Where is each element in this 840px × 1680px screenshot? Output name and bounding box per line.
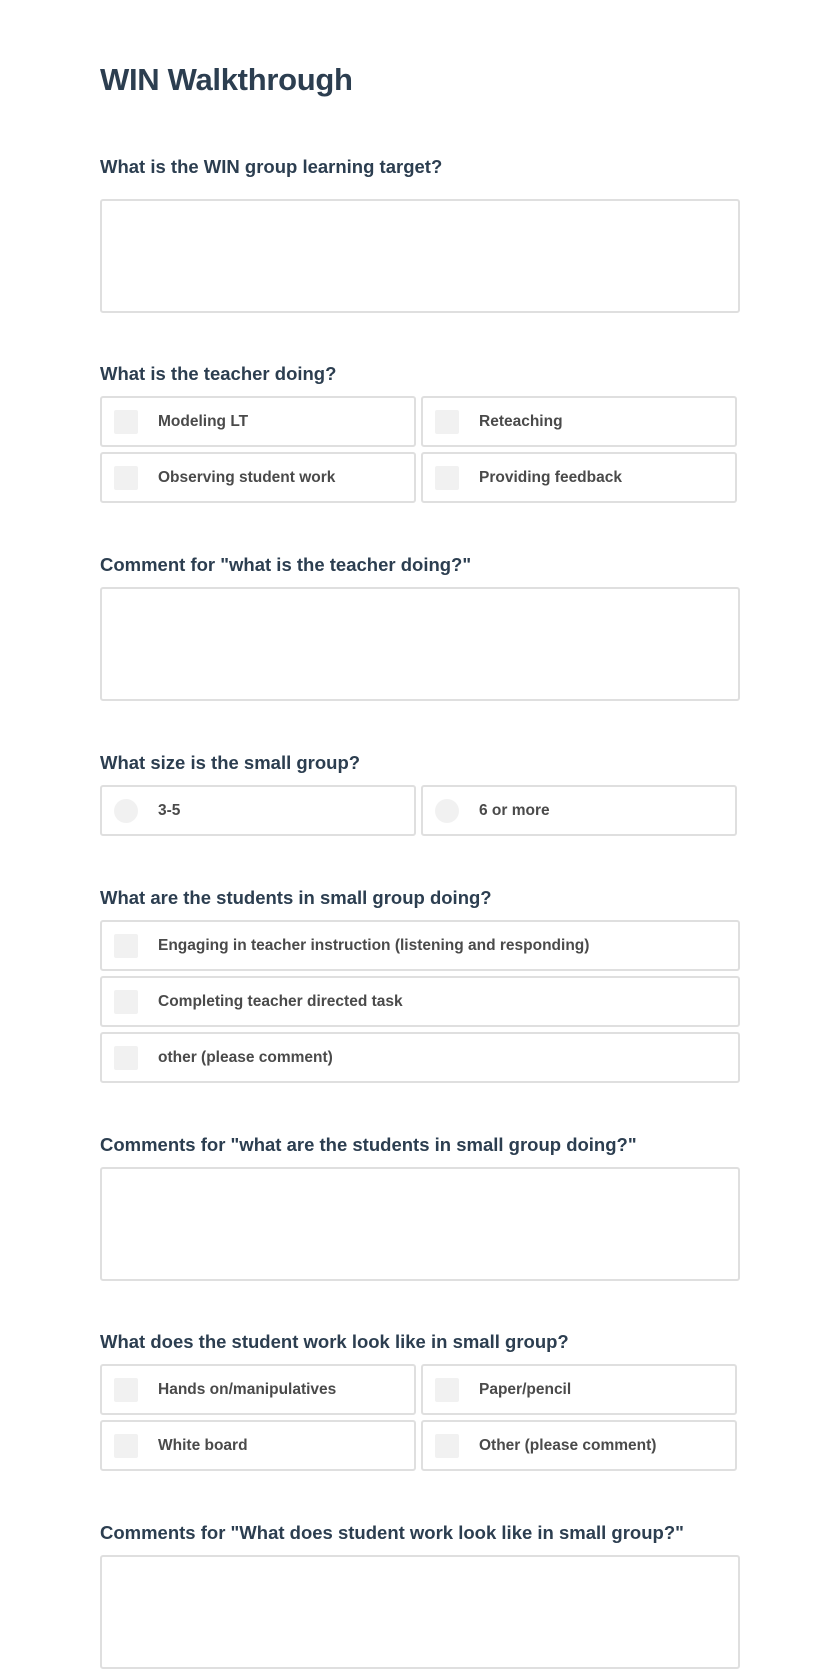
student-work-comment-input[interactable] — [100, 1555, 740, 1669]
students-comment-input[interactable] — [100, 1167, 740, 1281]
checkbox-icon[interactable] — [114, 934, 138, 958]
option-label: 3-5 — [158, 801, 181, 819]
option-label: White board — [158, 1436, 248, 1454]
option-label: Reteaching — [479, 412, 563, 430]
teacher-doing-option-providing-feedback[interactable] — [421, 452, 737, 503]
group-size-label: What size is the small group? — [100, 752, 361, 773]
option-label: Hands on/manipulatives — [158, 1380, 337, 1398]
checkbox-icon[interactable] — [435, 1434, 459, 1458]
option-label: Observing student work — [158, 468, 336, 486]
group-size-option-3-5[interactable] — [100, 785, 416, 836]
checkbox-icon[interactable] — [435, 466, 459, 490]
checkbox-icon[interactable] — [114, 1378, 138, 1402]
students-doing-option-engaging[interactable] — [100, 920, 740, 971]
option-label: Completing teacher directed task — [158, 992, 403, 1010]
learning-target-label: What is the WIN group learning target? — [100, 156, 443, 177]
student-work-option-paper-pencil[interactable] — [421, 1364, 737, 1415]
checkbox-icon[interactable] — [114, 990, 138, 1014]
checkbox-icon[interactable] — [435, 410, 459, 434]
option-label: Modeling LT — [158, 412, 249, 430]
group-size-option-6-or-more[interactable] — [421, 785, 737, 836]
teacher-doing-option-modeling-lt[interactable] — [100, 396, 416, 447]
teacher-comment-input[interactable] — [100, 587, 740, 701]
option-label: other (please comment) — [158, 1048, 333, 1066]
checkbox-icon[interactable] — [114, 1434, 138, 1458]
option-label: Engaging in teacher instruction (listening and responding) — [158, 936, 590, 954]
teacher-comment-label: Comment for "what is the teacher doing?" — [100, 554, 472, 575]
teacher-doing-option-reteaching[interactable] — [421, 396, 737, 447]
students-comment-label: Comments for "what are the students in small group doing?" — [100, 1134, 637, 1155]
student-work-comment-label: Comments for "What does student work look like in small group?" — [100, 1522, 684, 1543]
radio-icon[interactable] — [114, 799, 138, 823]
checkbox-icon[interactable] — [114, 466, 138, 490]
form-title: WIN Walkthrough — [100, 62, 353, 97]
student-work-option-white-board[interactable] — [100, 1420, 416, 1471]
checkbox-icon[interactable] — [114, 410, 138, 434]
option-label: Paper/pencil — [479, 1380, 572, 1398]
student-work-option-hands-on[interactable] — [100, 1364, 416, 1415]
option-label: 6 or more — [479, 801, 550, 819]
student-work-label: What does the student work look like in small group? — [100, 1331, 569, 1352]
learning-target-input[interactable] — [100, 199, 740, 313]
radio-icon[interactable] — [435, 799, 459, 823]
teacher-doing-option-observing-student-work[interactable] — [100, 452, 416, 503]
checkbox-icon[interactable] — [114, 1046, 138, 1070]
option-label: Providing feedback — [479, 468, 622, 486]
students-doing-option-completing-task[interactable] — [100, 976, 740, 1027]
teacher-doing-label: What is the teacher doing? — [100, 363, 337, 384]
checkbox-icon[interactable] — [435, 1378, 459, 1402]
students-doing-option-other[interactable] — [100, 1032, 740, 1083]
option-label: Other (please comment) — [479, 1436, 657, 1454]
students-doing-label: What are the students in small group doing? — [100, 887, 492, 908]
student-work-option-other[interactable] — [421, 1420, 737, 1471]
